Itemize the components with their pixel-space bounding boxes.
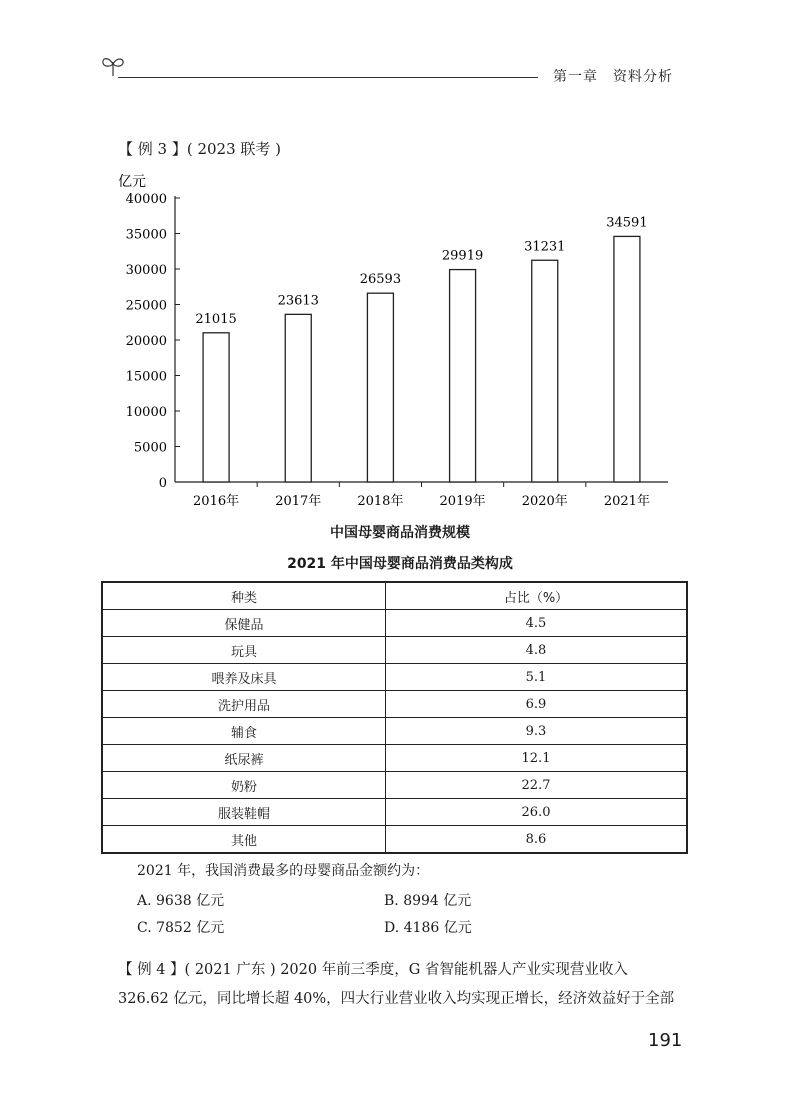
x-tick-label: 2017年 — [275, 494, 322, 509]
table-row — [102, 826, 687, 854]
chapter-title: 第一章 资料分析 — [553, 69, 673, 85]
bar — [532, 260, 558, 482]
table-row — [102, 691, 687, 718]
bar — [285, 314, 311, 482]
data-label: 23613 — [277, 293, 319, 309]
data-label: 26593 — [359, 272, 402, 288]
table-cell-category: 纸尿裤 — [102, 745, 386, 772]
table-cell-share: 4.5 — [386, 610, 688, 637]
y-tick-label: 30000 — [125, 263, 167, 278]
table-cell-share: 4.8 — [386, 637, 688, 664]
example4-line-1: 【 例 4 】( 2021 广东 ) 2020 年前三季度，G 省智能机器人产业实现营业收入 — [118, 962, 628, 978]
table-cell-share: 12.1 — [386, 745, 688, 772]
table-cell-category: 其他 — [102, 826, 386, 854]
table-row — [102, 610, 687, 637]
table-row — [102, 664, 687, 691]
y-tick-label: 0 — [158, 476, 167, 491]
table-cell-share: 8.6 — [386, 826, 688, 854]
table-row — [102, 799, 687, 826]
table-cell-share: 9.3 — [386, 718, 688, 745]
data-label: 34591 — [606, 215, 648, 231]
table-cell-share: 6.9 — [386, 691, 688, 718]
table-header-share: 占比（%） — [386, 582, 688, 610]
table-cell-share: 22.7 — [386, 772, 688, 799]
data-label: 31231 — [524, 239, 566, 255]
y-tick-label: 15000 — [125, 369, 167, 385]
table-cell-category: 奶粉 — [102, 772, 386, 799]
y-tick-label: 25000 — [125, 298, 167, 314]
table-row — [102, 745, 687, 772]
table-row — [102, 718, 687, 745]
x-tick-label: 2018年 — [357, 494, 404, 509]
y-axis-label: 亿元 — [118, 174, 146, 190]
table-header-category: 种类 — [102, 582, 386, 610]
option-a: A. 9638 亿元 — [137, 893, 225, 909]
table-cell-category: 辅食 — [102, 718, 386, 745]
y-tick-label: 20000 — [125, 334, 167, 349]
option-b: B. 8994 亿元 — [384, 893, 472, 909]
table-cell-category: 喂养及床具 — [102, 664, 386, 691]
y-tick-label: 35000 — [125, 227, 167, 243]
table-cell-category: 服装鞋帽 — [102, 799, 386, 826]
y-tick-label: 5000 — [133, 440, 167, 456]
bar — [614, 236, 640, 482]
x-tick-label: 2016年 — [193, 494, 240, 509]
table-cell-category: 玩具 — [102, 637, 386, 664]
category-table — [101, 581, 688, 854]
x-tick-label: 2020年 — [521, 494, 568, 509]
page-number: 191 — [648, 1030, 683, 1051]
example3-title: 【 例 3 】( 2023 联考 ) — [118, 140, 282, 158]
x-tick-label: 2019年 — [439, 494, 486, 509]
table-title: 2021 年中国母婴商品消费品类构成 — [287, 556, 513, 572]
y-tick-label: 10000 — [125, 405, 167, 420]
example4-line-2: 326.62 亿元，同比增长超 40%，四大行业营业收入均实现正增长，经济效益好于全部 — [118, 991, 675, 1007]
data-label: 21015 — [195, 311, 237, 327]
bar — [367, 293, 393, 482]
table-cell-category: 洗护用品 — [102, 691, 386, 718]
table-cell-share: 5.1 — [386, 664, 688, 691]
table-cell-category: 保健品 — [102, 610, 386, 637]
chart-title: 中国母婴商品消费规模 — [330, 525, 470, 541]
data-label: 29919 — [441, 248, 484, 264]
option-d: D. 4186 亿元 — [384, 920, 472, 936]
y-tick-label: 40000 — [125, 192, 167, 207]
table-cell-share: 26.0 — [386, 799, 688, 826]
table-header-row — [102, 582, 687, 610]
x-tick-label: 2021年 — [603, 494, 650, 509]
option-c: C. 7852 亿元 — [137, 920, 225, 936]
table-row — [102, 637, 687, 664]
bar-chart — [0, 0, 800, 520]
table-row — [102, 772, 687, 799]
bar — [203, 333, 229, 482]
question-text: 2021 年，我国消费最多的母婴商品金额约为： — [137, 863, 430, 879]
bar — [450, 270, 476, 482]
